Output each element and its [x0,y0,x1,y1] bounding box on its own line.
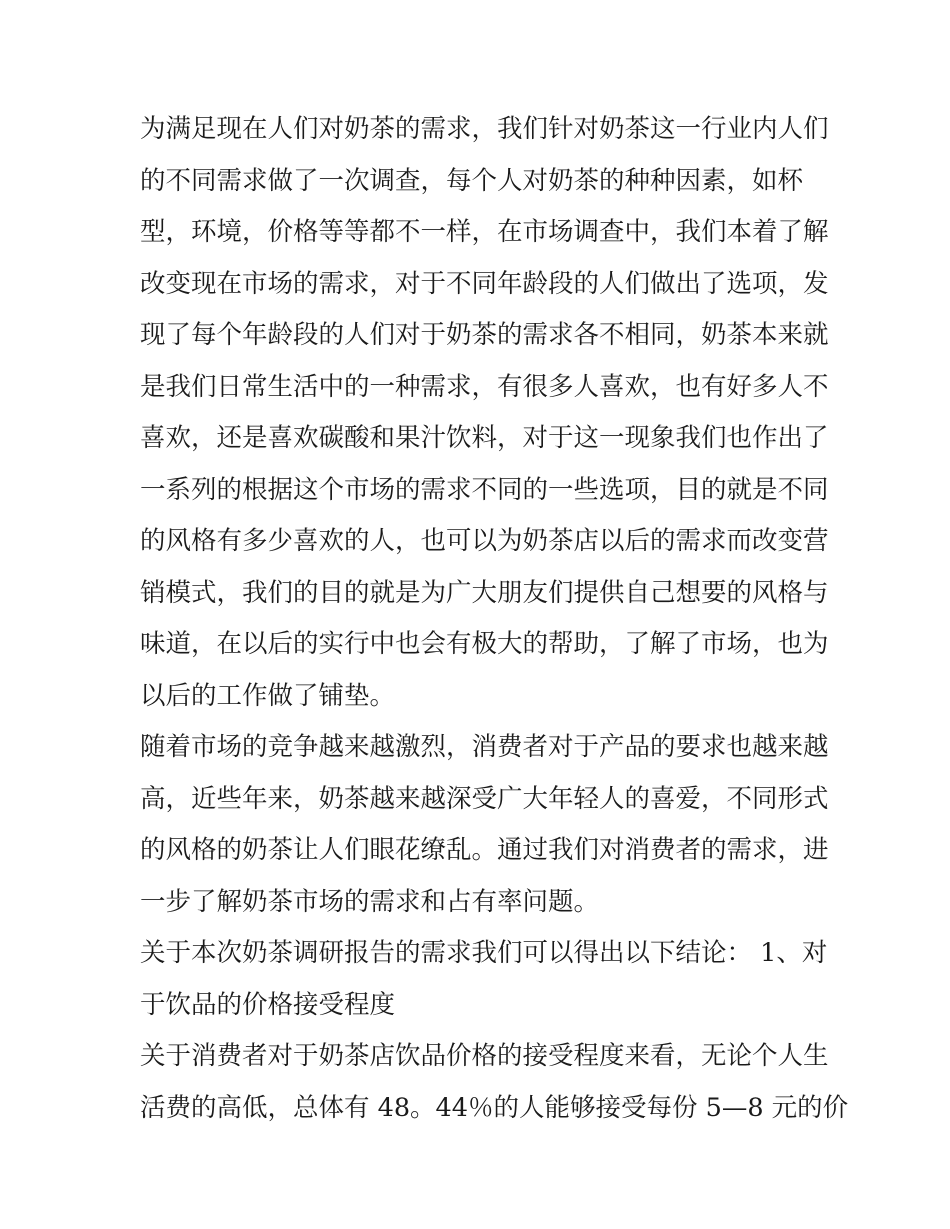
text-line: 为满足现在人们对奶茶的需求，我们针对奶茶这一行业内人们 [140,114,829,144]
text-line: 改变现在市场的需求，对于不同年龄段的人们做出了选项，发 [140,268,829,299]
text-line: 销模式，我们的目的就是为广大朋友们提供自己想要的风格与 [140,577,829,608]
text-line: 高，近些年来，奶茶越来越深受广大年轻人的喜爱，不同形式 [140,783,829,814]
text-line: 于饮品的价格接受程度 [140,989,396,1020]
document-body [140,104,849,1134]
text-line: 一系列的根据这个市场的需求不同的一些选项，目的就是不同 [140,474,829,505]
text-line: 的风格的奶茶让人们眼花缭乱。通过我们对消费者的需求，进 [140,835,829,865]
text-line: 现了每个年龄段的人们对于奶茶的需求各不相同，奶茶本来就 [140,320,829,350]
text-line: 以后的工作做了铺垫。 [140,680,396,711]
text-line: 是我们日常生活中的一种需求，有很多人喜欢，也有好多人不 [140,371,829,402]
text-line: 的风格有多少喜欢的人，也可以为奶茶店以后的需求而改变营 [140,526,829,556]
text-line: 关于本次奶茶调研报告的需求我们可以得出以下结论： 1、对 [140,938,828,968]
text-line: 一步了解奶茶市场的需求和占有率问题。 [140,886,600,917]
text-line: 味道，在以后的实行中也会有极大的帮助，了解了市场，也为 [140,629,829,659]
text-line: 喜欢，还是喜欢碳酸和果汁饮料，对于这一现象我们也作出了 [140,423,829,453]
text-line: 随着市场的竞争越来越激烈，消费者对于产品的要求也越来越 [140,732,829,762]
text-line: 的不同需求做了一次调查，每个人对奶茶的种种因素，如杯 [140,165,804,196]
text-line: 型，环境，价格等等都不一样，在市场调查中，我们本着了解 [140,217,829,247]
text-line: 活费的高低，总体有 48。44％的人能够接受每份 5—8 元的价 [140,1092,849,1123]
text-line: 关于消费者对于奶茶店饮品价格的接受程度来看，无论个人生 [140,1041,829,1071]
